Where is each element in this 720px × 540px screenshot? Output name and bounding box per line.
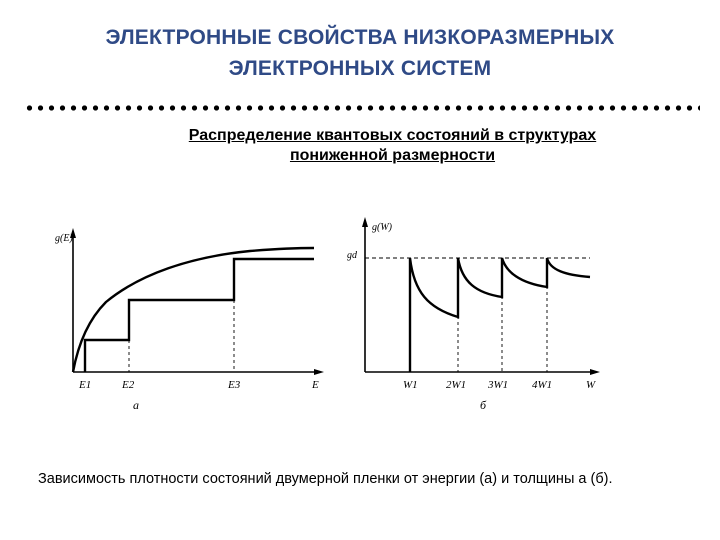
diagram-a-tick-e2: E2 — [122, 379, 135, 391]
diagram-b-level-label: gd — [347, 250, 357, 261]
diagram-heading-line-1: Распределение квантовых состояний в структурах — [188, 127, 597, 144]
diagram-a-panel-label: а — [133, 398, 139, 412]
diagram-b-x-label: W — [586, 379, 596, 391]
diagram-b-tick-4w1: 4W1 — [532, 379, 553, 391]
slide-title-line-1: ЭЛЕКТРОННЫЕ СВОЙСТВА НИЗКОРАЗМЕРНЫХ — [105, 26, 615, 49]
diagram-heading-line-2: пониженной размерности — [289, 147, 496, 164]
diagram-a-x-label: E — [312, 379, 319, 391]
diagram-a-y-label: g(E) — [55, 233, 73, 244]
figure-caption: Зависимость плотности состояний двумерной пленки от энергии (а) и толщины а (б). — [38, 471, 613, 487]
diagram-b-curve — [410, 258, 590, 372]
diagram-b-y-label: g(W) — [372, 222, 392, 233]
diagram-b-panel-label: б — [480, 398, 487, 412]
diagram-b-tick-2w1: 2W1 — [446, 379, 467, 391]
diagram-b-tick-w1: W1 — [403, 379, 418, 391]
diagram-a-tick-e3: E3 — [228, 379, 241, 391]
diagram-b-x-arrow — [590, 369, 600, 375]
diagram-b-tick-3w1: 3W1 — [488, 379, 509, 391]
diagram-b-y-arrow — [362, 217, 368, 227]
diagram-a-tick-e1: E1 — [79, 379, 92, 391]
slide-title-line-2: ЭЛЕКТРОННЫХ СИСТЕМ — [228, 57, 492, 80]
